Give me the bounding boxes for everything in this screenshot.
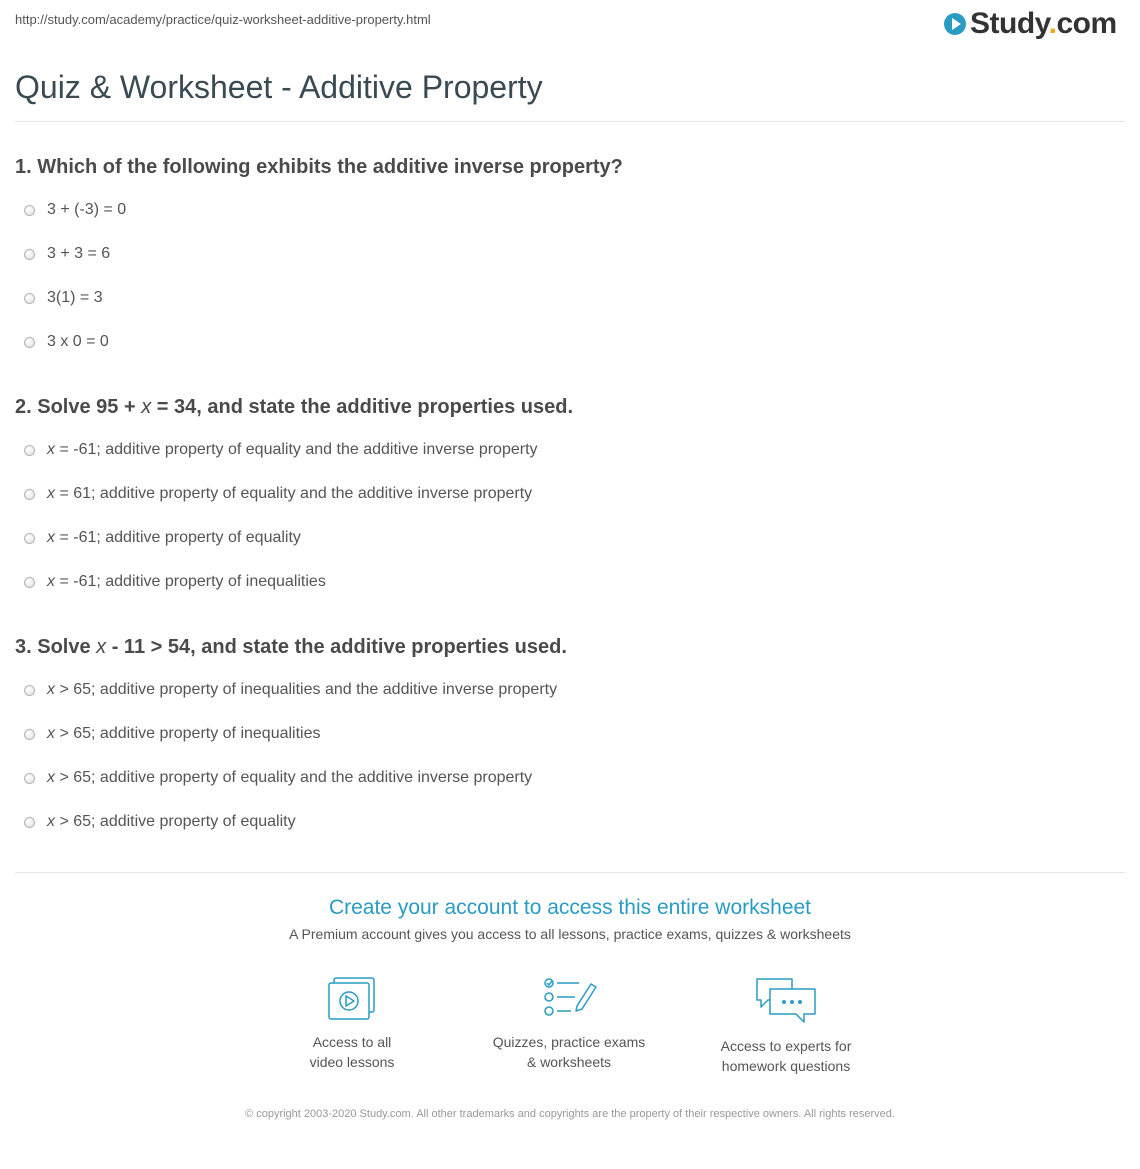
answer-option[interactable]: x > 65; additive property of inequalities and the additive inverse property (24, 680, 557, 700)
radio-button[interactable] (24, 445, 35, 456)
radio-button[interactable] (24, 685, 35, 696)
answer-option[interactable]: x = -61; additive property of equality (24, 528, 301, 548)
radio-button[interactable] (24, 205, 35, 216)
cta-subtitle: A Premium account gives you access to all lessons, practice exams, quizzes & worksheets (289, 926, 851, 942)
feature-label-line: Access to all (312, 1034, 392, 1050)
divider (15, 121, 1125, 122)
radio-button[interactable] (24, 577, 35, 588)
answer-option[interactable]: x = 61; additive property of equality and the additive inverse property (24, 484, 532, 504)
feature-label-line: video lessons (309, 1054, 395, 1070)
answer-option[interactable]: x > 65; additive property of inequalities (24, 724, 321, 744)
cta-title-link[interactable]: Create your account to access this entire worksheet (328, 896, 812, 919)
answer-option[interactable]: x > 65; additive property of equality and the additive inverse property (24, 768, 532, 788)
page-title: Quiz & Worksheet - Additive Property (15, 69, 543, 105)
feature-video-lessons (252, 976, 452, 1072)
answer-option[interactable]: 3 x 0 = 0 (24, 332, 109, 352)
feature-label-line: Access to experts for (720, 1038, 852, 1054)
answer-option[interactable]: 3(1) = 3 (24, 288, 103, 308)
answer-option[interactable]: 3 + (-3) = 0 (24, 200, 126, 220)
feature-label-line: homework questions (721, 1058, 851, 1074)
page-url: http://study.com/academy/practice/quiz-worksheet-additive-property.html (15, 12, 431, 27)
feature-label-line: Quizzes, practice exams (492, 1034, 646, 1050)
study-logo[interactable] (944, 6, 1117, 42)
radio-button[interactable] (24, 773, 35, 784)
answer-option[interactable]: x > 65; additive property of equality (24, 812, 296, 832)
radio-button[interactable] (24, 533, 35, 544)
answer-option[interactable]: x = -61; additive property of inequalities (24, 572, 326, 592)
feature-label-line: & worksheets (526, 1054, 612, 1070)
play-icon (944, 13, 966, 35)
question-2: 2. Solve 95 + x = 34, and state the additive properties used. (15, 396, 573, 418)
feature-quizzes (469, 976, 669, 1072)
video-lessons-icon (326, 976, 378, 1022)
question-1: 1. Which of the following exhibits the additive inverse property? (15, 156, 623, 178)
divider (15, 872, 1125, 873)
radio-button[interactable] (24, 489, 35, 500)
feature-experts (686, 976, 886, 1076)
answer-option[interactable]: 3 + 3 = 6 (24, 244, 110, 264)
chat-bubbles-icon (754, 976, 818, 1026)
radio-button[interactable] (24, 729, 35, 740)
radio-button[interactable] (24, 249, 35, 260)
answer-option[interactable]: x = -61; additive property of equality and the additive inverse property (24, 440, 538, 460)
radio-button[interactable] (24, 293, 35, 304)
copyright-footer: © copyright 2003-2020 Study.com. All other trademarks and copyrights are the property of their respective owners. All rights reserved. (245, 1108, 895, 1120)
radio-button[interactable] (24, 817, 35, 828)
quiz-checklist-icon (539, 976, 599, 1022)
question-3: 3. Solve x - 11 > 54, and state the additive properties used. (15, 636, 567, 658)
radio-button[interactable] (24, 337, 35, 348)
logo-wordmark: Study.com (970, 7, 1117, 40)
